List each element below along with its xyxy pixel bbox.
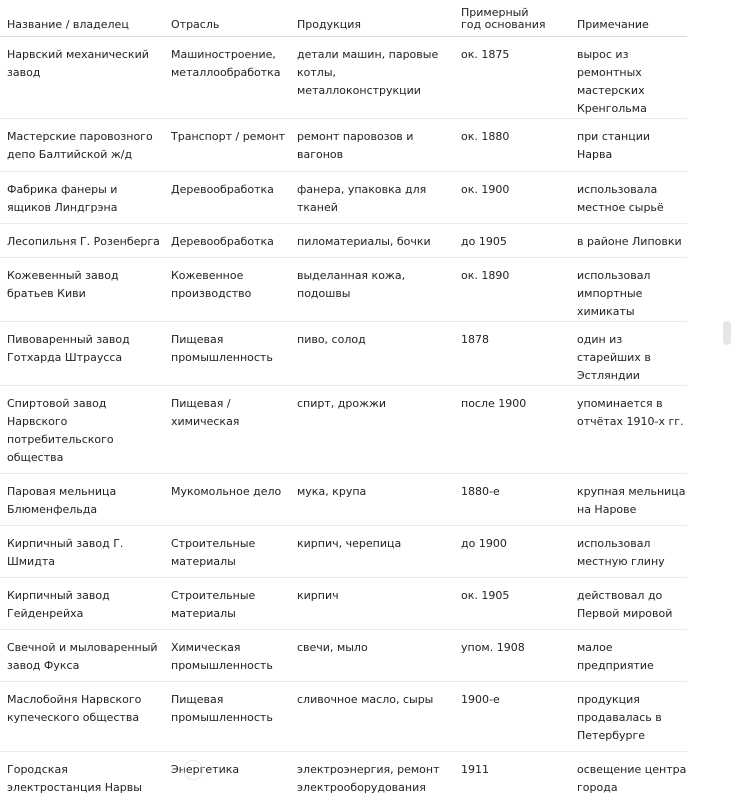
cell-note: продукция продавалась в Петербурге <box>570 682 687 752</box>
cell-founded: упом. 1908 <box>454 630 570 682</box>
table-row <box>0 322 687 386</box>
cell-name: Фабрика фанеры и ящиков Линдгрэна <box>0 172 164 224</box>
table-row <box>0 752 687 811</box>
cell-name: Нарвский механический завод <box>0 37 164 119</box>
table-body <box>0 37 687 811</box>
cell-products: выделанная кожа, подошвы <box>290 258 454 322</box>
cell-founded: ок. 1905 <box>454 578 570 630</box>
cell-industry: Транспорт / ремонт <box>164 119 290 172</box>
table-row <box>0 37 687 119</box>
cell-note: использовал местную глину <box>570 526 687 578</box>
table-row <box>0 386 687 474</box>
cell-name: Паровая мельница Блюменфельда <box>0 474 164 526</box>
cell-industry: Строительные материалы <box>164 578 290 630</box>
table-header <box>0 0 687 37</box>
cell-founded: до 1900 <box>454 526 570 578</box>
cell-products: сливочное масло, сыры <box>290 682 454 752</box>
cell-products: мука, крупа <box>290 474 454 526</box>
cell-name: Лесопильня Г. Розенберга <box>0 224 164 258</box>
cell-name: Кирпичный завод Гейденрейха <box>0 578 164 630</box>
cell-industry: Строительные материалы <box>164 526 290 578</box>
cell-industry: Пищевая промышленность <box>164 682 290 752</box>
cell-name: Кожевенный завод братьев Киви <box>0 258 164 322</box>
cell-products: электроэнергия, ремонт электрооборудования <box>290 752 454 811</box>
scrollbar-thumb[interactable] <box>723 321 731 345</box>
cell-founded: 1900-е <box>454 682 570 752</box>
table-row <box>0 258 687 322</box>
cell-products: пиломатериалы, бочки <box>290 224 454 258</box>
cell-products: кирпич, черепица <box>290 526 454 578</box>
cell-products: ремонт паровозов и вагонов <box>290 119 454 172</box>
cell-products: детали машин, паровые котлы, металлоконструкции <box>290 37 454 119</box>
table-row <box>0 474 687 526</box>
cell-industry: Кожевенное производство <box>164 258 290 322</box>
cell-founded: после 1900 <box>454 386 570 474</box>
scroll-to-bottom-button[interactable] <box>183 760 203 780</box>
cell-industry: Мукомольное дело <box>164 474 290 526</box>
cell-note: освещение центра города <box>570 752 687 811</box>
table-row <box>0 526 687 578</box>
cell-products: свечи, мыло <box>290 630 454 682</box>
cell-founded: ок. 1900 <box>454 172 570 224</box>
cell-products: пиво, солод <box>290 322 454 386</box>
cell-founded: 1878 <box>454 322 570 386</box>
table-row <box>0 119 687 172</box>
header-founded <box>454 0 570 37</box>
table-row <box>0 630 687 682</box>
cell-products: кирпич <box>290 578 454 630</box>
cell-name: Маслобойня Нарвского купеческого общества <box>0 682 164 752</box>
cell-industry: Энергетика <box>164 752 290 811</box>
header-products: Продукция <box>290 0 454 37</box>
cell-industry: Деревообработка <box>164 172 290 224</box>
cell-name: Мастерские паровозного депо Балтийской ж/д <box>0 119 164 172</box>
header-founded-label: Примерный год основания <box>461 7 551 31</box>
cell-founded: ок. 1875 <box>454 37 570 119</box>
cell-industry: Пищевая / химическая <box>164 386 290 474</box>
table-row <box>0 224 687 258</box>
cell-industry: Машиностроение, металлообработка <box>164 37 290 119</box>
cell-name: Спиртовой завод Нарвского потребительского общества <box>0 386 164 474</box>
cell-note: один из старейших в Эстляндии <box>570 322 687 386</box>
cell-industry: Деревообработка <box>164 224 290 258</box>
table-row <box>0 172 687 224</box>
cell-industry: Химическая промышленность <box>164 630 290 682</box>
cell-founded: до 1905 <box>454 224 570 258</box>
cell-founded: ок. 1890 <box>454 258 570 322</box>
cell-note: в районе Липовки <box>570 224 687 258</box>
header-row <box>0 0 687 37</box>
header-name: Название / владелец <box>0 0 164 37</box>
cell-products: фанера, упаковка для тканей <box>290 172 454 224</box>
cell-note: малое предприятие <box>570 630 687 682</box>
cell-founded: 1911 <box>454 752 570 811</box>
cell-note: использовал импортные химикаты <box>570 258 687 322</box>
cell-name: Свечной и мыловаренный завод Фукса <box>0 630 164 682</box>
header-note: Примечание <box>570 0 687 37</box>
cell-note: вырос из ремонтных мастерских Кренгольма <box>570 37 687 119</box>
cell-name: Кирпичный завод Г. Шмидта <box>0 526 164 578</box>
cell-founded: ок. 1880 <box>454 119 570 172</box>
cell-name: Пивоваренный завод Готхарда Штраусса <box>0 322 164 386</box>
cell-note: действовал до Первой мировой <box>570 578 687 630</box>
header-industry: Отрасль <box>164 0 290 37</box>
cell-note: при станции Нарва <box>570 119 687 172</box>
cell-note: использовала местное сырьё <box>570 172 687 224</box>
cell-products: спирт, дрожжи <box>290 386 454 474</box>
table-row <box>0 682 687 752</box>
table-row <box>0 578 687 630</box>
cell-note: упоминается в отчётах 1910-х гг. <box>570 386 687 474</box>
cell-note: крупная мельница на Нарове <box>570 474 687 526</box>
cell-name: Городская электростанция Нарвы <box>0 752 164 811</box>
cell-founded: 1880-е <box>454 474 570 526</box>
cell-industry: Пищевая промышленность <box>164 322 290 386</box>
